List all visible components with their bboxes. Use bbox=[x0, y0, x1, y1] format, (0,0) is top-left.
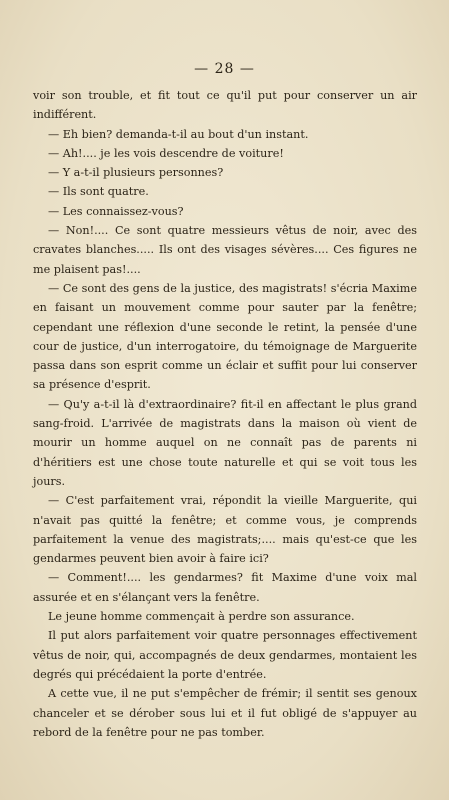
body-text bbox=[33, 86, 417, 742]
paragraph: — Les connaissez-vous? bbox=[48, 204, 184, 218]
paragraph: — Comment!.... les gendarmes? fit Maxime d'une voix mal assurée et en s'élançant vers la fenêtre. bbox=[33, 571, 417, 604]
paragraph: A cette vue, il ne put s'empêcher de frémir; il sentit ses genoux chanceler et se dérober sous lui et il fut obligé de s'appuyer au rebord de la fenêtre pour ne pas tomber. bbox=[33, 687, 417, 739]
paragraph: — Ce sont des gens de la justice, des magistrats! s'écria Maxime en faisant un mouvement comme pour sauter par la fenêtre; cependant une réflexion d'une seconde le retint, la pensée d'une cour de justice, d'un interrogatoire, du témoignage de Marguerite passa dans son esprit comme un éclair et suffit pour lui conserver sa présence d'esprit. bbox=[33, 281, 417, 392]
paragraph: — Y a-t-il plusieurs personnes? bbox=[48, 166, 224, 180]
paragraph: — Ah!.... je les vois descendre de voiture! bbox=[48, 146, 284, 160]
paragraph: — Qu'y a-t-il là d'extraordinaire? fit-il en affectant le plus grand sang-froid. L'arrivée de magistrats dans la maison où vient de mourir un homme auquel on ne connaît pas de parents ni d'héritiers est une chose toute naturelle et qui se voit tous les jours. bbox=[33, 397, 417, 488]
paragraph: — Eh bien? demanda-t-il au bout d'un instant. bbox=[48, 127, 309, 141]
paragraph: voir son trouble, et fit tout ce qu'il put pour conserver un air indifférent. bbox=[33, 89, 417, 122]
paragraph: — C'est parfaitement vrai, répondit la vieille Marguerite, qui n'avait pas quitté la fenêtre; et comme vous, je comprends parfaitement la venue des magistrats;.... mais qu'est-ce que les gendarmes peuvent bien avoir à faire ici? bbox=[33, 494, 417, 566]
paragraph: Le jeune homme commençait à perdre son assurance. bbox=[48, 610, 355, 624]
paragraph: — Non!.... Ce sont quatre messieurs vêtus de noir, avec des cravates blanches..... Ils ont des visages sévères.... Ces figures ne me plaisent pas!.... bbox=[33, 224, 417, 276]
paragraph: Il put alors parfaitement voir quatre personnages effectivement vêtus de noir, qui, accompagnés de deux gendarmes, montaient les degrés qui précédaient la porte d'entrée. bbox=[33, 629, 417, 681]
paragraph: — Ils sont quatre. bbox=[48, 185, 149, 199]
page-number: — 28 — bbox=[194, 61, 255, 77]
